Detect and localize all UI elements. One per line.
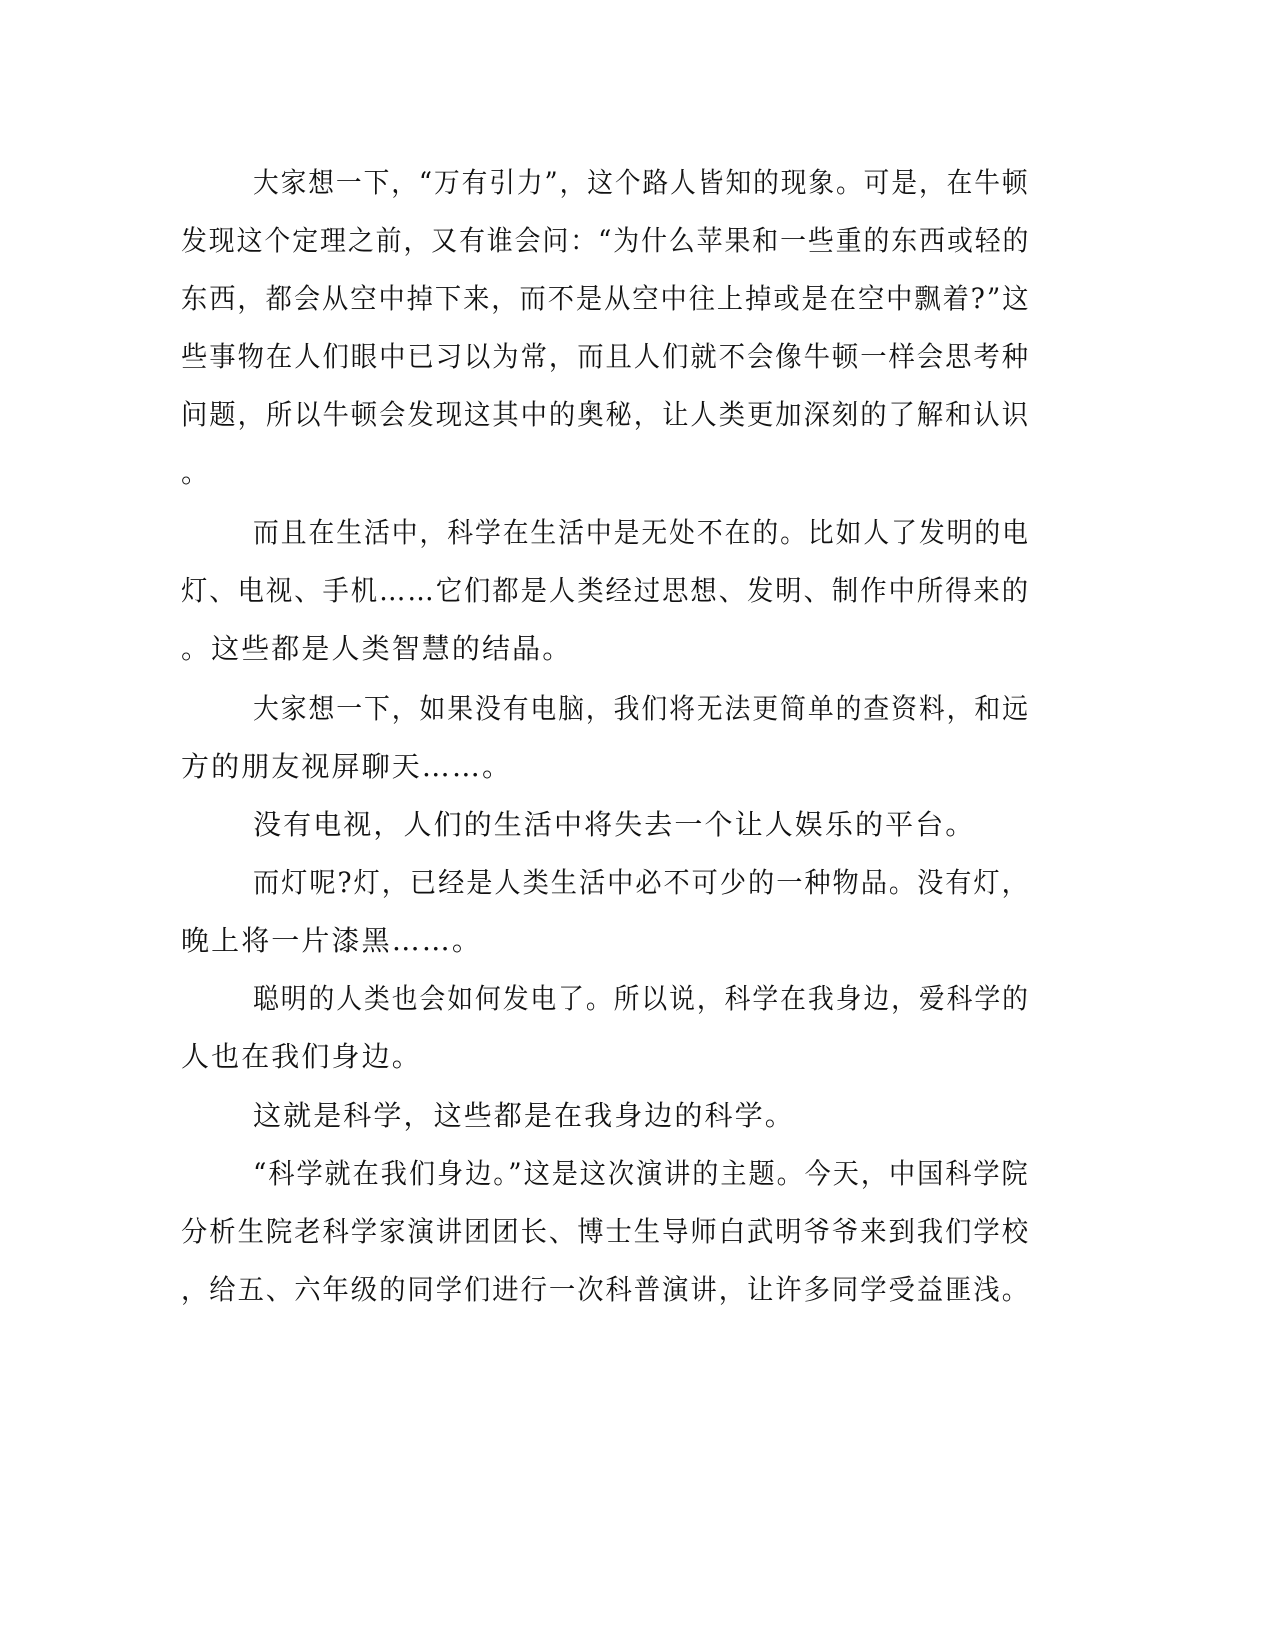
text-line: “科学就在我们身边。”这是这次演讲的主题。今天，中国科学院 [253,1157,1030,1190]
text-line: 聪明的人类也会如何发电了。所以说，科学在我身边，爱科学的 [253,982,1030,1015]
text-line: 。这些都是人类智慧的结晶。 [181,632,573,665]
text-line: 大家想一下，如果没有电脑，我们将无法更简单的查资料，和远 [253,692,1030,725]
text-line: 人也在我们身边。 [181,1040,422,1073]
text-line: 晚上将一片漆黑……。 [181,924,483,957]
text-line: 分析生院老科学家演讲团团长、博士生导师白武明爷爷来到我们学校 [181,1215,1031,1248]
text-line: 问题，所以牛顿会发现这其中的奥秘，让人类更加深刻的了解和认识 [181,398,1031,431]
text-line: 东西，都会从空中掉下来，而不是从空中往上掉或是在空中飘着?”这 [181,282,1031,315]
text-line: 而灯呢?灯，已经是人类生活中必不可少的一种物品。没有灯， [253,866,1030,899]
text-line: 灯、电视、手机……它们都是人类经过思想、发明、制作中所得来的 [181,574,1031,607]
text-line: 没有电视，人们的生活中将失去一个让人娱乐的平台。 [253,808,976,841]
text-line: ，给五、六年级的同学们进行一次科普演讲，让许多同学受益匪浅。 [181,1273,1031,1306]
text-line: 。 [181,456,212,489]
text-line: 这就是科学，这些都是在我身边的科学。 [253,1099,795,1132]
text-line: 而且在生活中，科学在生活中是无处不在的。比如人了发明的电 [253,516,1030,549]
text-line: 大家想一下，“万有引力”，这个路人皆知的现象。可是，在牛顿 [253,166,1030,199]
text-line: 些事物在人们眼中已习以为常，而且人们就不会像牛顿一样会思考种 [181,340,1031,373]
text-line: 方的朋友视屏聊天……。 [181,750,513,783]
text-line: 发现这个定理之前，又有谁会问：“为什么苹果和一些重的东西或轻的 [181,224,1031,257]
